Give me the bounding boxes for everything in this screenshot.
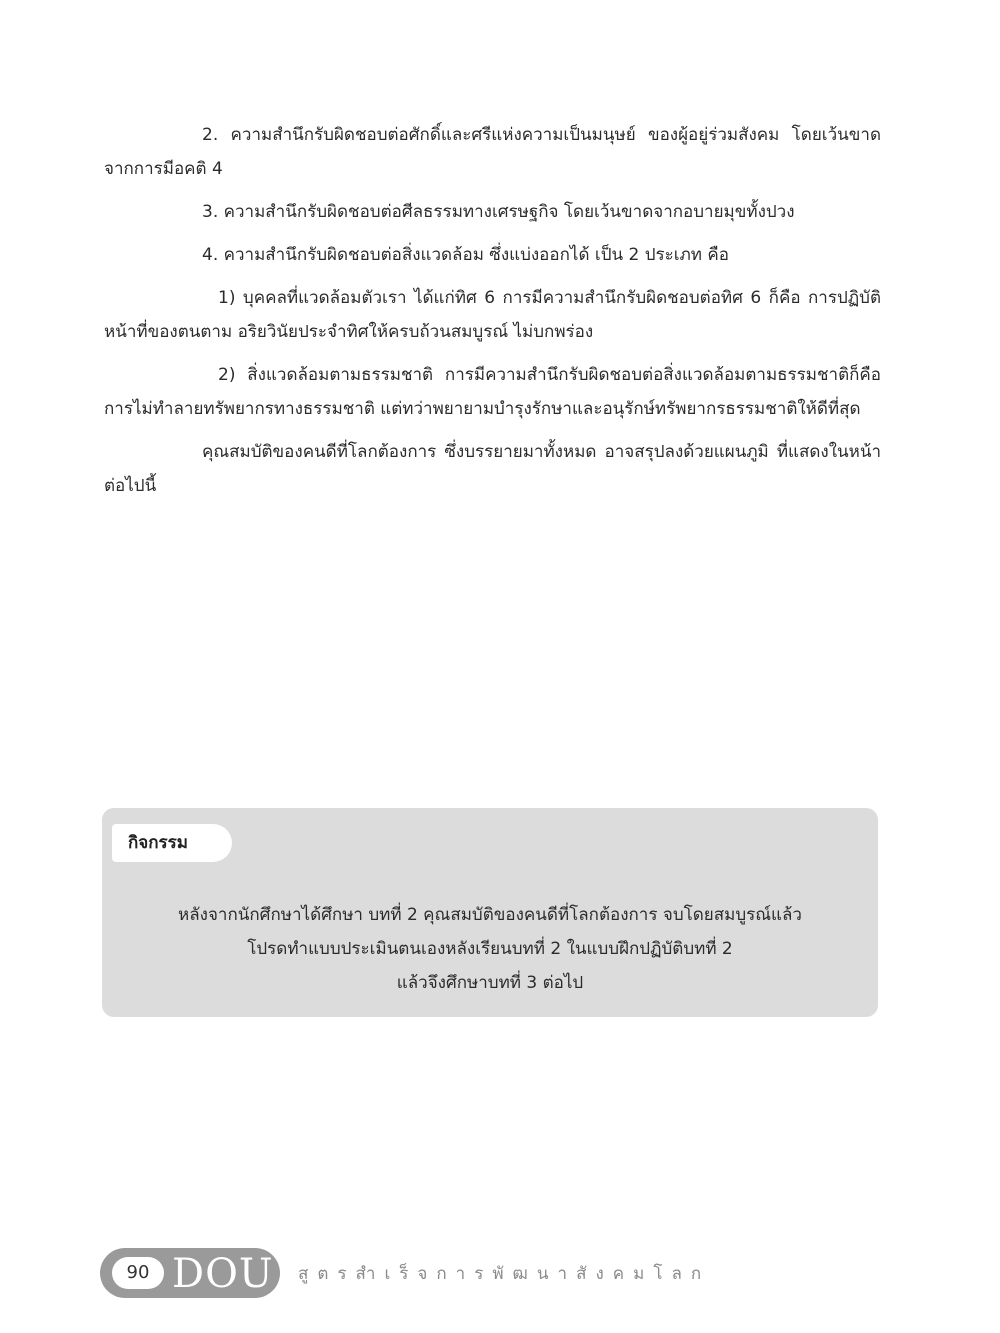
page-number: 90 <box>112 1257 164 1289</box>
activity-instructions <box>102 898 878 1000</box>
activity-line: โปรดทำแบบประเมินตนเองหลังเรียนบทที่ 2 ในแบบฝึกปฏิบัติบทที่ 2 <box>247 939 733 959</box>
dou-logo: DOU <box>172 1251 274 1297</box>
activity-box <box>102 808 878 1017</box>
paragraph-item-2: 2. ความสำนึกรับผิดชอบต่อศักดิ์และศรีแห่งความเป็นมนุษย์ ของผู้อยู่ร่วมสังคม โดยเว้นขาดจากการมีอคติ 4 <box>104 125 881 179</box>
activity-line: แล้วจึงศึกษาบทที่ 3 ต่อไป <box>396 973 584 993</box>
body-text <box>104 118 881 512</box>
page-footer <box>100 1248 980 1298</box>
paragraph-item-4: 4. ความสำนึกรับผิดชอบต่อสิ่งแวดล้อม ซึ่งแบ่งออกได้ เป็น 2 ประเภท คือ <box>202 245 729 265</box>
footer-badge <box>100 1248 280 1298</box>
paragraph-subitem-1: 1) บุคคลที่แวดล้อมตัวเรา ได้แก่ทิศ 6 การมีความสำนึกรับผิดชอบต่อทิศ 6 ก็คือ การปฏิบัติหน้าที่ของตนตาม อริยวินัยประจำทิศให้ครบถ้วนสมบูรณ์ ไม่บกพร่อง <box>104 288 881 342</box>
course-title: สูตรสำเร็จการพัฒนาสังคมโลก <box>298 1264 711 1284</box>
activity-line: หลังจากนักศึกษาได้ศึกษา บทที่ 2 คุณสมบัติของคนดีที่โลกต้องการ จบโดยสมบูรณ์แล้ว <box>178 905 802 925</box>
activity-title: กิจกรรม <box>112 824 232 862</box>
paragraph-subitem-2: 2) สิ่งแวดล้อมตามธรรมชาติ การมีความสำนึกรับผิดชอบต่อสิ่งแวดล้อมตามธรรมชาติก็คือการไม่ทำลายทรัพยากรทางธรรมชาติ แต่ทว่าพยายามบำรุงรักษาและอนุรักษ์ทรัพยากรธรรมชาติให้ดีที่สุด <box>104 365 881 419</box>
paragraph-item-3: 3. ความสำนึกรับผิดชอบต่อศีลธรรมทางเศรษฐกิจ โดยเว้นขาดจากอบายมุขทั้งปวง <box>202 202 795 222</box>
paragraph-summary: คุณสมบัติของคนดีที่โลกต้องการ ซึ่งบรรยายมาทั้งหมด อาจสรุปลงด้วยแผนภูมิ ที่แสดงในหน้าต่อไปนี้ <box>104 442 881 496</box>
